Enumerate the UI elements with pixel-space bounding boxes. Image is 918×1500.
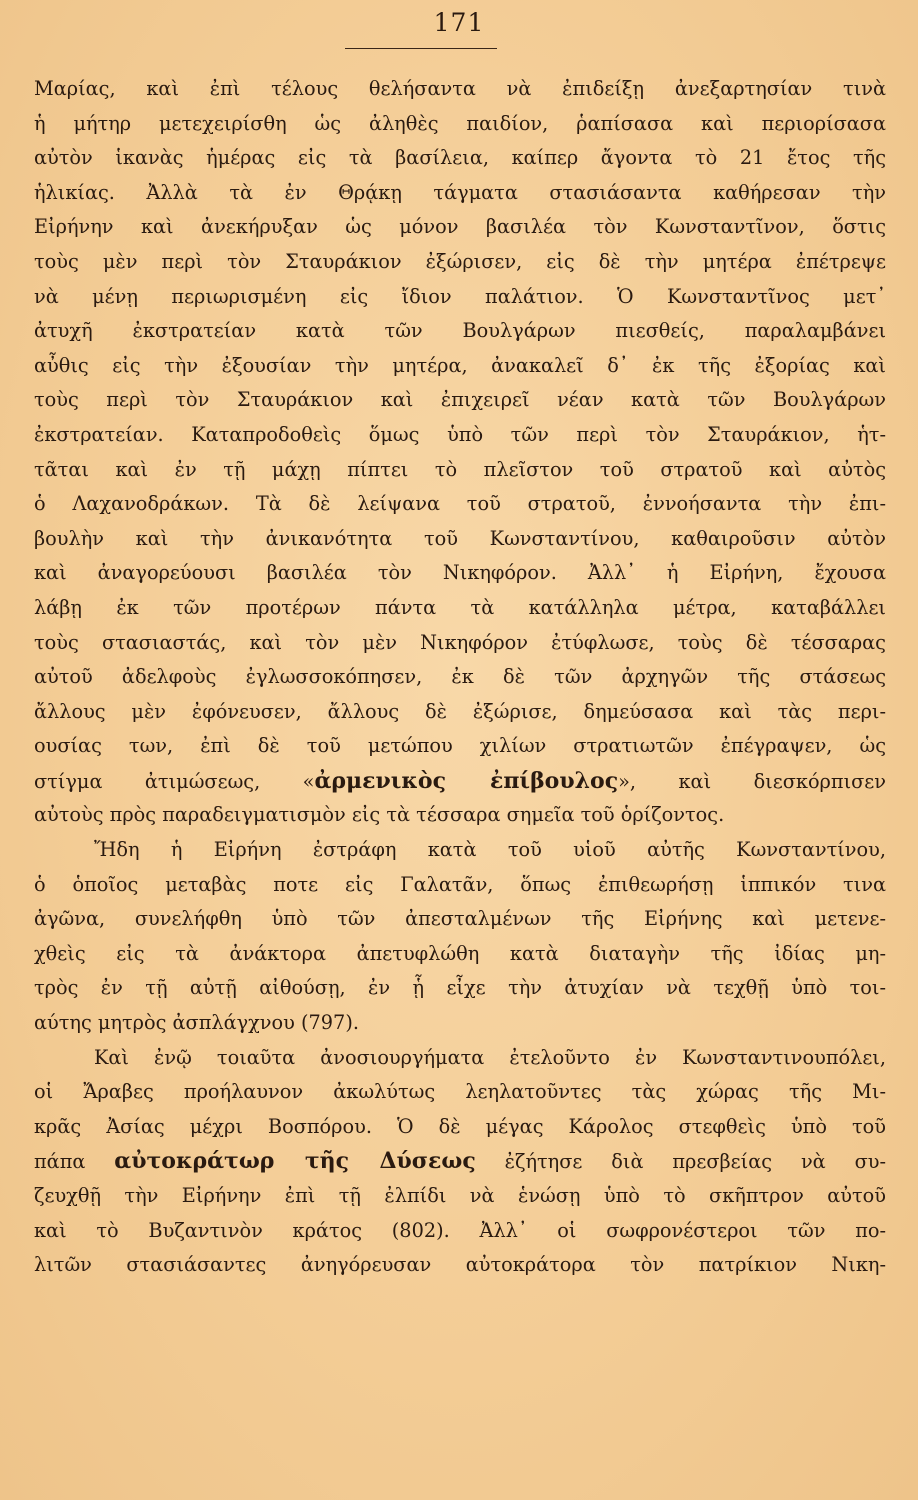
text-line: οἱ Ἄραβες προήλαυνον ἀκωλύτως λεηλατοῦντες τὰς χώρας τῆς Μι- [34,1080,886,1104]
text-line: χθεὶς εἰς τὰ ἀνάκτορα ἀπετυφλώθη κατὰ διαταγὴν τῆς ἰδίας μη- [34,941,886,965]
text-line: ἡλικίας. Ἀλλὰ τὰ ἐν Θρᾴκῃ τάγματα στασιάσαντα καθήρεσαν τὴν [34,180,886,204]
paragraph-start-line: Καὶ ἐνῷ τοιαῦτα ἀνοσιουργήματα ἐτελοῦντο ἐν Κωνσταντινουπόλει, [94,1045,886,1069]
text-line-with-emphasis [34,764,886,799]
text-line: ἡ μήτηρ μετεχειρίσθη ὡς ἀληθὲς παιδίον, ῥαπίσασα καὶ περιορίσασα [34,111,886,135]
text-line: ὁ Λαχανοδράκων. Τὰ δὲ λείψανα τοῦ στρατοῦ, ἐννοήσαντα τὴν ἐπι- [34,492,886,516]
text-segment: πάπα [34,1150,115,1174]
text-segment: στίγμα ἀτιμώσεως, « [34,769,315,793]
text-line: τοὺς μὲν περὶ τὸν Σταυράκιον ἐξώρισεν, εἰς δὲ τὴν μητέρα ἐπέτρεψε [34,249,886,273]
text-line: τοὺς περὶ τὸν Σταυράκιον καὶ ἐπιχειρεῖ νέαν κατὰ τῶν Βουλγάρων [34,388,886,412]
text-line: Εἰρήνην καὶ ἀνεκήρυξαν ὡς μόνον βασιλέα τὸν Κωνσταντῖνον, ὅστις [34,215,886,239]
text-line: καὶ τὸ Βυζαντινὸν κράτος (802). Ἀλλ᾽ οἱ σωφρονέστεροι τῶν πο- [34,1218,886,1242]
text-segment: », καὶ διεσκόρπισεν [618,769,886,793]
header-rule [345,48,497,49]
text-line: ἄλλους μὲν ἐφόνευσεν, ἄλλους δὲ ἐξώρισε, δημεύσασα καὶ τὰς περι- [34,699,886,723]
text-line: ἀγῶνα, συνελήφθη ὑπὸ τῶν ἀπεσταλμένων τῆς Εἰρήνης καὶ μετενε- [34,907,886,931]
text-line: ουσίας των, ἐπὶ δὲ τοῦ μετώπου χιλίων στρατιωτῶν ἐπέγραψεν, ὡς [34,734,886,758]
text-line: κρᾶς Ἀσίας μέχρι Βοσπόρου. Ὁ δὲ μέγας Κάρολος στεφθεὶς ὑπὸ τοῦ [34,1114,886,1138]
text-line: βουλὴν καὶ τὴν ἀνικανότητα τοῦ Κωνσταντίνου, καθαιροῦσιν αὐτὸν [34,526,886,550]
text-line: λιτῶν στασιάσαντες ἀνηγόρευσαν αὐτοκράτορα τὸν πατρίκιον Νικη- [34,1253,886,1277]
body-text [34,72,886,1283]
text-segment: ἐζήτησε διὰ πρεσβείας νὰ συ- [475,1150,886,1174]
text-line-with-emphasis [34,1144,886,1179]
text-line: τοὺς στασιαστάς, καὶ τὸν μὲν Νικηφόρον ἐτύφλωσε, τοὺς δὲ τέσσαρας [34,630,886,654]
text-line: αὐτὸν ἱκανὰς ἡμέρας εἰς τὰ βασίλεια, καίπερ ἄγοντα τὸ 21 ἔτος τῆς [34,146,886,170]
text-line: αὖθις εἰς τὴν ἐξουσίαν τὴν μητέρα, ἀνακαλεῖ δ᾽ ἐκ τῆς ἐξορίας καὶ [34,353,886,377]
page-number: 171 [433,8,485,37]
text-line: τᾶται καὶ ἐν τῇ μάχῃ πίπτει τὸ πλεῖστον τοῦ στρατοῦ καὶ αὐτὸς [34,457,886,481]
text-line: αὐτοῦ ἀδελφοὺς ἐγλωσσοκόπησεν, ἐκ δὲ τῶν ἀρχηγῶν τῆς στάσεως [34,665,886,689]
emphasized-phrase: ἀρμενικὸς ἐπίβουλος [314,767,619,794]
text-line: λάβῃ ἐκ τῶν προτέρων πάντα τὰ κατάλληλα μέτρα, καταβάλλει [34,595,886,619]
text-line: αὐτοὺς πρὸς παραδειγματισμὸν εἰς τὰ τέσσαρα σημεῖα τοῦ ὁρίζοντος. [34,803,725,827]
text-line: ὁ ὁποῖος μεταβὰς ποτε εἰς Γαλατᾶν, ὅπως ἐπιθεωρήσῃ ἱππικόν τινα [34,872,886,896]
text-line: νὰ μένῃ περιωρισμένη εἰς ἴδιον παλάτιον. Ὁ Κωνσταντῖνος μετ᾽ [34,284,886,308]
text-line: Μαρίας, καὶ ἐπὶ τέλους θελήσαντα νὰ ἐπιδείξῃ ἀνεξαρτησίαν τινὰ [34,77,886,100]
paragraph-start-line: Ἤδη ἡ Εἰρήνη ἐστράφη κατὰ τοῦ υἱοῦ αὐτῆς Κωνσταντίνου, [94,838,886,862]
text-line: ἀτυχῆ ἐκστρατείαν κατὰ τῶν Βουλγάρων πιεσθείς, παραλαμβάνει [34,319,886,343]
text-line: καὶ ἀναγορεύουσι βασιλέα τὸν Νικηφόρον. Ἀλλ᾽ ἡ Εἰρήνη, ἔχουσα [34,561,886,585]
text-line: ζευχθῇ τὴν Εἰρήνην ἐπὶ τῇ ἐλπίδι νὰ ἑνώσῃ ὑπὸ τὸ σκῆπτρον αὐτοῦ [34,1184,886,1207]
text-line: αύτης μητρὸς ἀσπλάγχνου (797). [34,1011,359,1035]
emphasized-phrase: αὐτοκράτωρ τῆς Δύσεως [114,1148,476,1175]
text-line: τρὸς ἐν τῇ αὐτῇ αἰθούσῃ, ἐν ᾗ εἶχε τὴν ἀτυχίαν νὰ τεχθῇ ὑπὸ τοι- [34,976,886,1000]
text-line: ἐκστρατείαν. Καταπροδοθεὶς ὅμως ὑπὸ τῶν περὶ τὸν Σταυράκιον, ἡτ- [34,422,886,446]
